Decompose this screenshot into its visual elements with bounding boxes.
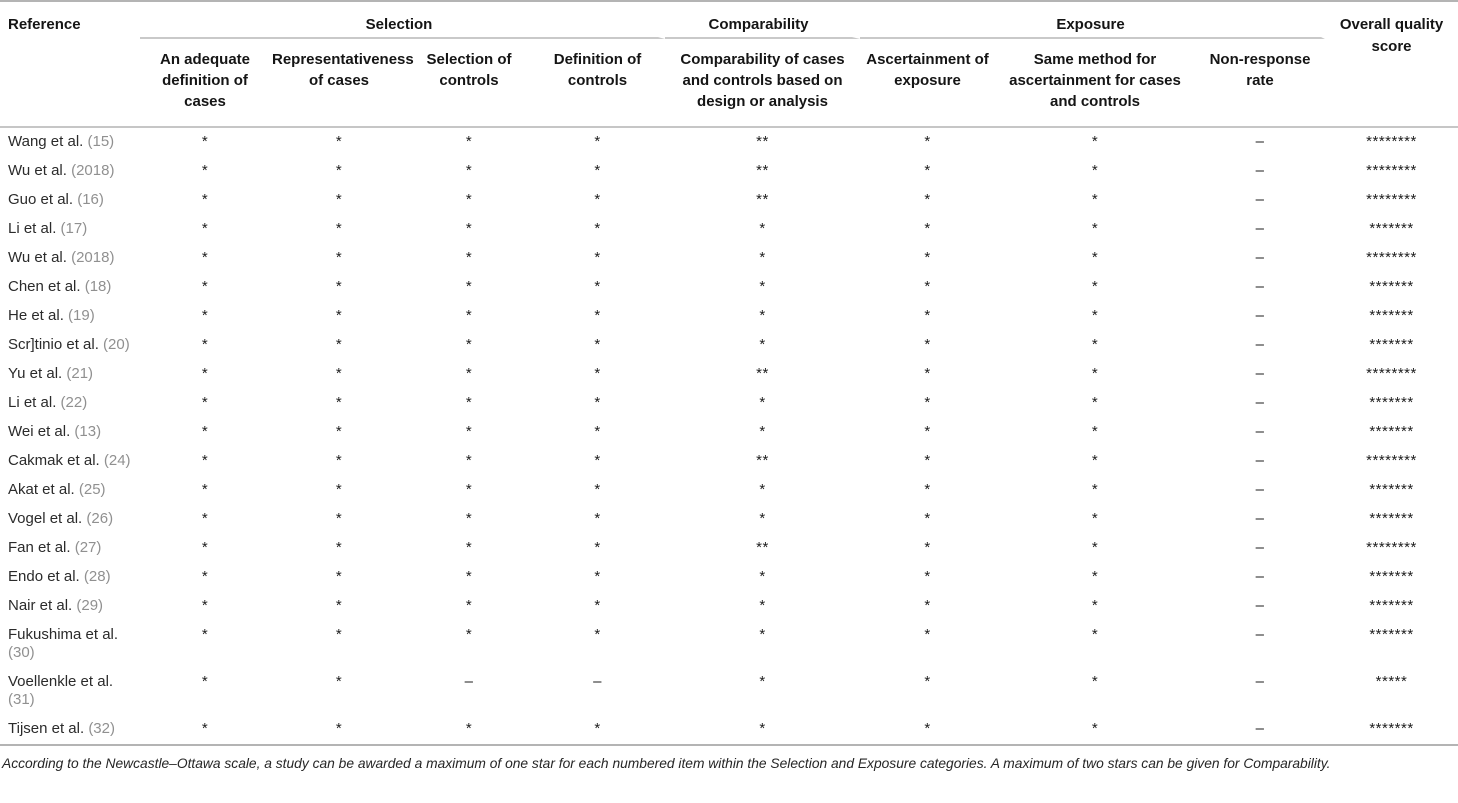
reference-cell (0, 418, 140, 447)
score-cell-ascertainment-of-exposure: * (924, 394, 931, 411)
table-row (0, 186, 1458, 215)
score-cell-comparability: * (759, 510, 766, 527)
score-cell-ascertainment-of-exposure: * (924, 539, 931, 556)
score-cell-representativeness: * (335, 278, 343, 295)
citation-link[interactable]: (20) (103, 336, 130, 353)
score-cell-same-method: * (1091, 220, 1099, 237)
reference-cell (0, 563, 140, 592)
score-cell-adequate-definition: * (201, 568, 209, 585)
score-cell-non-response-rate: – (1255, 278, 1265, 295)
score-cell-comparability: ** (756, 539, 769, 556)
score-cell-comparability: * (759, 220, 766, 237)
score-cell-representativeness: * (335, 673, 343, 690)
score-cell-non-response-rate: – (1255, 249, 1265, 266)
overall-score-cell: ******** (1366, 133, 1417, 150)
score-cell-adequate-definition: * (201, 133, 209, 150)
score-cell-representativeness: * (335, 626, 343, 643)
citation-link[interactable]: (27) (74, 539, 102, 556)
score-cell-ascertainment-of-exposure: * (924, 673, 931, 690)
score-cell-non-response-rate: – (1255, 307, 1265, 324)
score-cell-non-response-rate: – (1255, 220, 1265, 237)
score-cell-representativeness: * (335, 452, 343, 469)
score-cell-selection-of-controls: * (465, 133, 473, 150)
score-cell-definition-of-controls: * (594, 720, 601, 737)
citation-link[interactable]: (2018) (71, 249, 115, 266)
score-cell-adequate-definition: * (201, 720, 209, 737)
citation-link[interactable]: (2018) (71, 162, 115, 179)
score-cell-adequate-definition: * (201, 673, 209, 690)
score-cell-same-method: * (1091, 597, 1099, 614)
score-cell-comparability: ** (756, 365, 769, 382)
study-name: Chen et al. (8, 278, 85, 295)
citation-link[interactable]: (29) (76, 597, 104, 614)
score-cell-selection-of-controls: * (465, 307, 473, 324)
score-cell-adequate-definition: * (201, 510, 209, 527)
score-cell-ascertainment-of-exposure: * (924, 597, 931, 614)
overall-score-cell: ******** (1366, 162, 1417, 179)
score-cell-representativeness: * (335, 423, 343, 440)
score-cell-selection-of-controls: * (465, 278, 473, 295)
score-cell-definition-of-controls: * (594, 539, 601, 556)
col-header-adequate-definition: An adequate definition of cases (140, 39, 270, 128)
table-row (0, 389, 1458, 418)
score-cell-representativeness: * (335, 510, 343, 527)
score-cell-non-response-rate: – (1255, 539, 1265, 556)
score-cell-comparability: * (759, 278, 766, 295)
score-cell-definition-of-controls: * (594, 220, 601, 237)
citation-link[interactable]: (25) (78, 481, 106, 498)
reference-cell (0, 157, 140, 186)
citation-link[interactable]: (18) (84, 278, 112, 295)
score-cell-comparability: * (759, 597, 766, 614)
score-cell-non-response-rate: – (1255, 162, 1265, 179)
col-header-non-response-rate: Non-response rate (1195, 39, 1325, 128)
study-name: Cakmak et al. (8, 452, 104, 469)
score-cell-representativeness: * (335, 162, 343, 179)
score-cell-ascertainment-of-exposure: * (924, 307, 931, 324)
study-name: Fukushima et al. (8, 626, 119, 643)
score-cell-ascertainment-of-exposure: * (924, 568, 931, 585)
col-header-definition-of-controls: Definition of controls (530, 39, 665, 128)
score-cell-non-response-rate: – (1255, 133, 1265, 150)
score-cell-ascertainment-of-exposure: * (924, 191, 931, 208)
score-cell-comparability: * (759, 481, 766, 498)
score-cell-same-method: * (1091, 278, 1099, 295)
study-name: Wei et al. (8, 423, 75, 440)
score-cell-ascertainment-of-exposure: * (924, 720, 931, 737)
score-cell-selection-of-controls: * (465, 720, 473, 737)
score-cell-adequate-definition: * (201, 626, 209, 643)
overall-score-cell: ******* (1369, 423, 1414, 440)
reference-cell (0, 505, 140, 534)
score-cell-adequate-definition: * (201, 539, 209, 556)
citation-link[interactable]: (22) (60, 394, 88, 411)
score-cell-selection-of-controls: * (465, 481, 473, 498)
score-cell-representativeness: * (335, 336, 343, 353)
group-header-exposure: Exposure (860, 2, 1325, 39)
score-cell-representativeness: * (335, 597, 343, 614)
score-cell-non-response-rate: – (1255, 673, 1265, 690)
citation-link[interactable]: (31) (8, 691, 35, 708)
score-cell-selection-of-controls: * (465, 365, 473, 382)
study-name: Guo et al. (8, 191, 78, 208)
score-cell-adequate-definition: * (201, 162, 209, 179)
score-cell-same-method: * (1091, 336, 1099, 353)
score-cell-same-method: * (1091, 452, 1099, 469)
score-cell-representativeness: * (335, 365, 343, 382)
score-cell-definition-of-controls: * (594, 481, 601, 498)
overall-score-cell: ******** (1366, 191, 1417, 208)
table-row (0, 331, 1458, 360)
overall-score-cell: ******* (1369, 307, 1414, 324)
table-row (0, 215, 1458, 244)
score-cell-definition-of-controls: * (594, 162, 601, 179)
reference-cell (0, 389, 140, 418)
score-cell-representativeness: * (335, 568, 343, 585)
score-cell-same-method: * (1091, 162, 1099, 179)
score-cell-ascertainment-of-exposure: * (924, 278, 931, 295)
reference-cell (0, 621, 140, 668)
table-row (0, 563, 1458, 592)
score-cell-comparability: * (759, 568, 766, 585)
citation-link[interactable]: (30) (8, 644, 35, 661)
study-name: Akat et al. (8, 481, 79, 498)
score-cell-comparability: * (759, 249, 766, 266)
reference-cell (0, 715, 140, 744)
score-cell-same-method: * (1091, 481, 1099, 498)
study-name: He et al. (8, 307, 69, 324)
score-cell-representativeness: * (335, 539, 343, 556)
score-cell-non-response-rate: – (1255, 597, 1265, 614)
score-cell-definition-of-controls: * (594, 510, 601, 527)
score-cell-representativeness: * (335, 249, 343, 266)
study-name: Li et al. (8, 394, 61, 411)
score-cell-same-method: * (1091, 365, 1099, 382)
score-cell-selection-of-controls: * (465, 162, 473, 179)
score-cell-same-method: * (1091, 133, 1099, 150)
group-header-selection: Selection (140, 2, 665, 39)
score-cell-representativeness: * (335, 220, 343, 237)
score-cell-selection-of-controls: * (465, 568, 473, 585)
score-cell-representativeness: * (335, 394, 343, 411)
score-cell-same-method: * (1091, 626, 1099, 643)
score-cell-selection-of-controls: * (465, 249, 473, 266)
score-cell-comparability: ** (756, 452, 769, 469)
score-cell-adequate-definition: * (201, 481, 209, 498)
group-header-comparability: Comparability (665, 2, 860, 39)
score-cell-representativeness: * (335, 191, 343, 208)
footnote: According to the Newcastle–Ottawa scale, a study can be awarded a maximum of one star for each numbered item within the Selection and Exposure categories. A maximum of two stars can be given for Comparability. (0, 744, 1458, 772)
reference-cell (0, 244, 140, 273)
score-cell-adequate-definition: * (201, 452, 209, 469)
score-cell-same-method: * (1091, 423, 1099, 440)
col-header-reference: Reference (0, 2, 140, 128)
reference-cell (0, 186, 140, 215)
score-cell-ascertainment-of-exposure: * (924, 249, 931, 266)
citation-link[interactable]: (13) (74, 423, 102, 440)
table-row (0, 592, 1458, 621)
score-cell-same-method: * (1091, 307, 1099, 324)
reference-cell (0, 302, 140, 331)
score-cell-same-method: * (1091, 249, 1099, 266)
table-row (0, 668, 1458, 715)
reference-cell (0, 360, 140, 389)
col-header-same-method: Same method for ascertainment for cases and controls (995, 39, 1195, 128)
score-cell-definition-of-controls: * (594, 336, 601, 353)
score-cell-non-response-rate: – (1255, 191, 1265, 208)
col-header-selection-of-controls: Selection of controls (408, 39, 530, 128)
overall-score-cell: ******* (1369, 220, 1414, 237)
score-cell-same-method: * (1091, 191, 1099, 208)
score-cell-comparability: ** (756, 191, 769, 208)
score-cell-non-response-rate: – (1255, 423, 1265, 440)
score-cell-selection-of-controls: * (465, 220, 473, 237)
score-cell-same-method: * (1091, 720, 1099, 737)
reference-cell (0, 592, 140, 621)
reference-cell (0, 534, 140, 563)
overall-score-cell: ******** (1366, 249, 1417, 266)
score-cell-definition-of-controls: * (594, 133, 601, 150)
score-cell-selection-of-controls: – (464, 673, 474, 690)
citation-link[interactable]: (21) (66, 365, 94, 382)
reference-cell (0, 215, 140, 244)
score-cell-ascertainment-of-exposure: * (924, 481, 931, 498)
score-cell-non-response-rate: – (1255, 336, 1265, 353)
reference-cell (0, 128, 140, 157)
overall-score-cell: ******* (1369, 568, 1414, 585)
table-row (0, 418, 1458, 447)
score-cell-comparability: * (759, 336, 766, 353)
table-row (0, 476, 1458, 505)
study-name: Voellenkle et al. (8, 673, 114, 690)
score-cell-selection-of-controls: * (465, 423, 473, 440)
score-cell-definition-of-controls: * (594, 626, 601, 643)
citation-link[interactable]: (28) (83, 568, 111, 585)
study-name: Wu et al. (8, 162, 72, 179)
score-cell-non-response-rate: – (1255, 481, 1265, 498)
citation-link[interactable]: (19) (68, 307, 95, 324)
score-cell-selection-of-controls: * (465, 191, 473, 208)
overall-score-cell: ******** (1366, 539, 1417, 556)
score-cell-comparability: * (759, 720, 766, 737)
score-cell-same-method: * (1091, 673, 1099, 690)
col-header-comparability: Comparability of cases and controls based on design or analysis (665, 39, 860, 128)
score-cell-selection-of-controls: * (465, 510, 473, 527)
citation-link[interactable]: (15) (87, 133, 115, 150)
citation-link[interactable]: (17) (60, 220, 88, 237)
score-cell-selection-of-controls: * (465, 452, 473, 469)
table-row (0, 244, 1458, 273)
score-cell-definition-of-controls: * (594, 249, 601, 266)
col-header-overall-quality-score: Overall quality score (1325, 2, 1458, 128)
score-cell-definition-of-controls: – (593, 673, 602, 690)
study-name: Wu et al. (8, 249, 72, 266)
overall-score-cell: ******* (1369, 336, 1414, 353)
score-cell-adequate-definition: * (201, 307, 209, 324)
reference-cell (0, 476, 140, 505)
score-cell-adequate-definition: * (201, 278, 209, 295)
score-cell-same-method: * (1091, 539, 1099, 556)
citation-link[interactable]: (26) (86, 510, 114, 527)
overall-score-cell: ******* (1369, 720, 1414, 737)
table-row (0, 157, 1458, 186)
score-cell-representativeness: * (335, 133, 343, 150)
overall-score-cell: ******* (1369, 510, 1414, 527)
score-cell-adequate-definition: * (201, 220, 209, 237)
score-cell-adequate-definition: * (201, 336, 209, 353)
study-name: Endo et al. (8, 568, 84, 585)
table-row (0, 273, 1458, 302)
study-name: Li et al. (8, 220, 61, 237)
score-cell-ascertainment-of-exposure: * (924, 452, 931, 469)
table-row (0, 621, 1458, 668)
table-row (0, 534, 1458, 563)
score-cell-representativeness: * (335, 720, 343, 737)
citation-link[interactable]: (32) (88, 720, 115, 737)
score-cell-comparability: * (759, 423, 766, 440)
score-cell-ascertainment-of-exposure: * (924, 510, 931, 527)
score-cell-adequate-definition: * (201, 597, 209, 614)
score-cell-definition-of-controls: * (594, 278, 601, 295)
score-cell-same-method: * (1091, 568, 1099, 585)
study-name: Tijsen et al. (8, 720, 89, 737)
score-cell-definition-of-controls: * (594, 365, 601, 382)
study-name: Vogel et al. (8, 510, 87, 527)
score-cell-same-method: * (1091, 394, 1099, 411)
score-cell-selection-of-controls: * (465, 626, 473, 643)
score-cell-non-response-rate: – (1255, 568, 1265, 585)
group-header-row (0, 2, 1458, 39)
score-cell-ascertainment-of-exposure: * (924, 336, 931, 353)
score-cell-adequate-definition: * (201, 249, 209, 266)
table-row (0, 302, 1458, 331)
score-cell-adequate-definition: * (201, 394, 209, 411)
overall-score-cell: ******* (1369, 278, 1414, 295)
study-name: Fan et al. (8, 539, 75, 556)
score-cell-comparability: * (759, 394, 766, 411)
score-cell-ascertainment-of-exposure: * (924, 365, 931, 382)
score-cell-representativeness: * (335, 307, 343, 324)
overall-score-cell: ******* (1369, 481, 1414, 498)
score-cell-non-response-rate: – (1255, 365, 1265, 382)
study-name: Wang et al. (8, 133, 88, 150)
citation-link[interactable]: (24) (103, 452, 131, 469)
overall-score-cell: ******** (1366, 452, 1417, 469)
study-name: Scr]tinio et al. (8, 336, 104, 353)
score-cell-definition-of-controls: * (594, 191, 601, 208)
score-cell-representativeness: * (335, 481, 343, 498)
sub-header-row (0, 39, 1458, 128)
reference-cell (0, 273, 140, 302)
col-header-representativeness: Representativeness of cases (270, 39, 408, 128)
reference-cell (0, 668, 140, 715)
reference-cell (0, 331, 140, 360)
overall-score-cell: ***** (1375, 673, 1408, 690)
table-row (0, 447, 1458, 476)
score-cell-non-response-rate: – (1255, 626, 1265, 643)
table-row (0, 715, 1458, 744)
score-cell-ascertainment-of-exposure: * (924, 220, 931, 237)
table-row (0, 128, 1458, 157)
study-name: Yu et al. (8, 365, 67, 382)
score-cell-adequate-definition: * (201, 191, 209, 208)
table-row (0, 505, 1458, 534)
score-cell-selection-of-controls: * (465, 394, 473, 411)
score-cell-definition-of-controls: * (594, 307, 601, 324)
score-cell-comparability: * (759, 626, 766, 643)
score-cell-definition-of-controls: * (594, 597, 601, 614)
score-cell-ascertainment-of-exposure: * (924, 626, 931, 643)
score-cell-adequate-definition: * (201, 423, 209, 440)
table-row (0, 360, 1458, 389)
score-cell-definition-of-controls: * (594, 394, 601, 411)
score-cell-non-response-rate: – (1255, 720, 1265, 737)
score-cell-ascertainment-of-exposure: * (924, 423, 931, 440)
study-name: Nair et al. (8, 597, 77, 614)
reference-cell (0, 447, 140, 476)
overall-score-cell: ******* (1369, 597, 1414, 614)
score-cell-comparability: ** (756, 162, 769, 179)
score-cell-comparability: * (759, 673, 766, 690)
overall-score-cell: ******* (1369, 626, 1414, 643)
score-cell-non-response-rate: – (1255, 452, 1265, 469)
citation-link[interactable]: (16) (77, 191, 104, 208)
score-cell-selection-of-controls: * (465, 336, 473, 353)
score-cell-definition-of-controls: * (594, 423, 601, 440)
col-header-ascertainment-of-exposure: Ascertainment of exposure (860, 39, 995, 128)
score-cell-ascertainment-of-exposure: * (924, 133, 931, 150)
score-cell-comparability: * (759, 307, 766, 324)
score-cell-definition-of-controls: * (594, 568, 601, 585)
score-cell-ascertainment-of-exposure: * (924, 162, 931, 179)
score-cell-adequate-definition: * (201, 365, 209, 382)
score-cell-definition-of-controls: * (594, 452, 601, 469)
score-cell-non-response-rate: – (1255, 394, 1265, 411)
score-cell-selection-of-controls: * (465, 597, 473, 614)
score-cell-comparability: ** (756, 133, 769, 150)
overall-score-cell: ******** (1366, 365, 1417, 382)
overall-score-cell: ******* (1369, 394, 1414, 411)
score-cell-selection-of-controls: * (465, 539, 473, 556)
score-cell-same-method: * (1091, 510, 1099, 527)
score-cell-non-response-rate: – (1255, 510, 1265, 527)
